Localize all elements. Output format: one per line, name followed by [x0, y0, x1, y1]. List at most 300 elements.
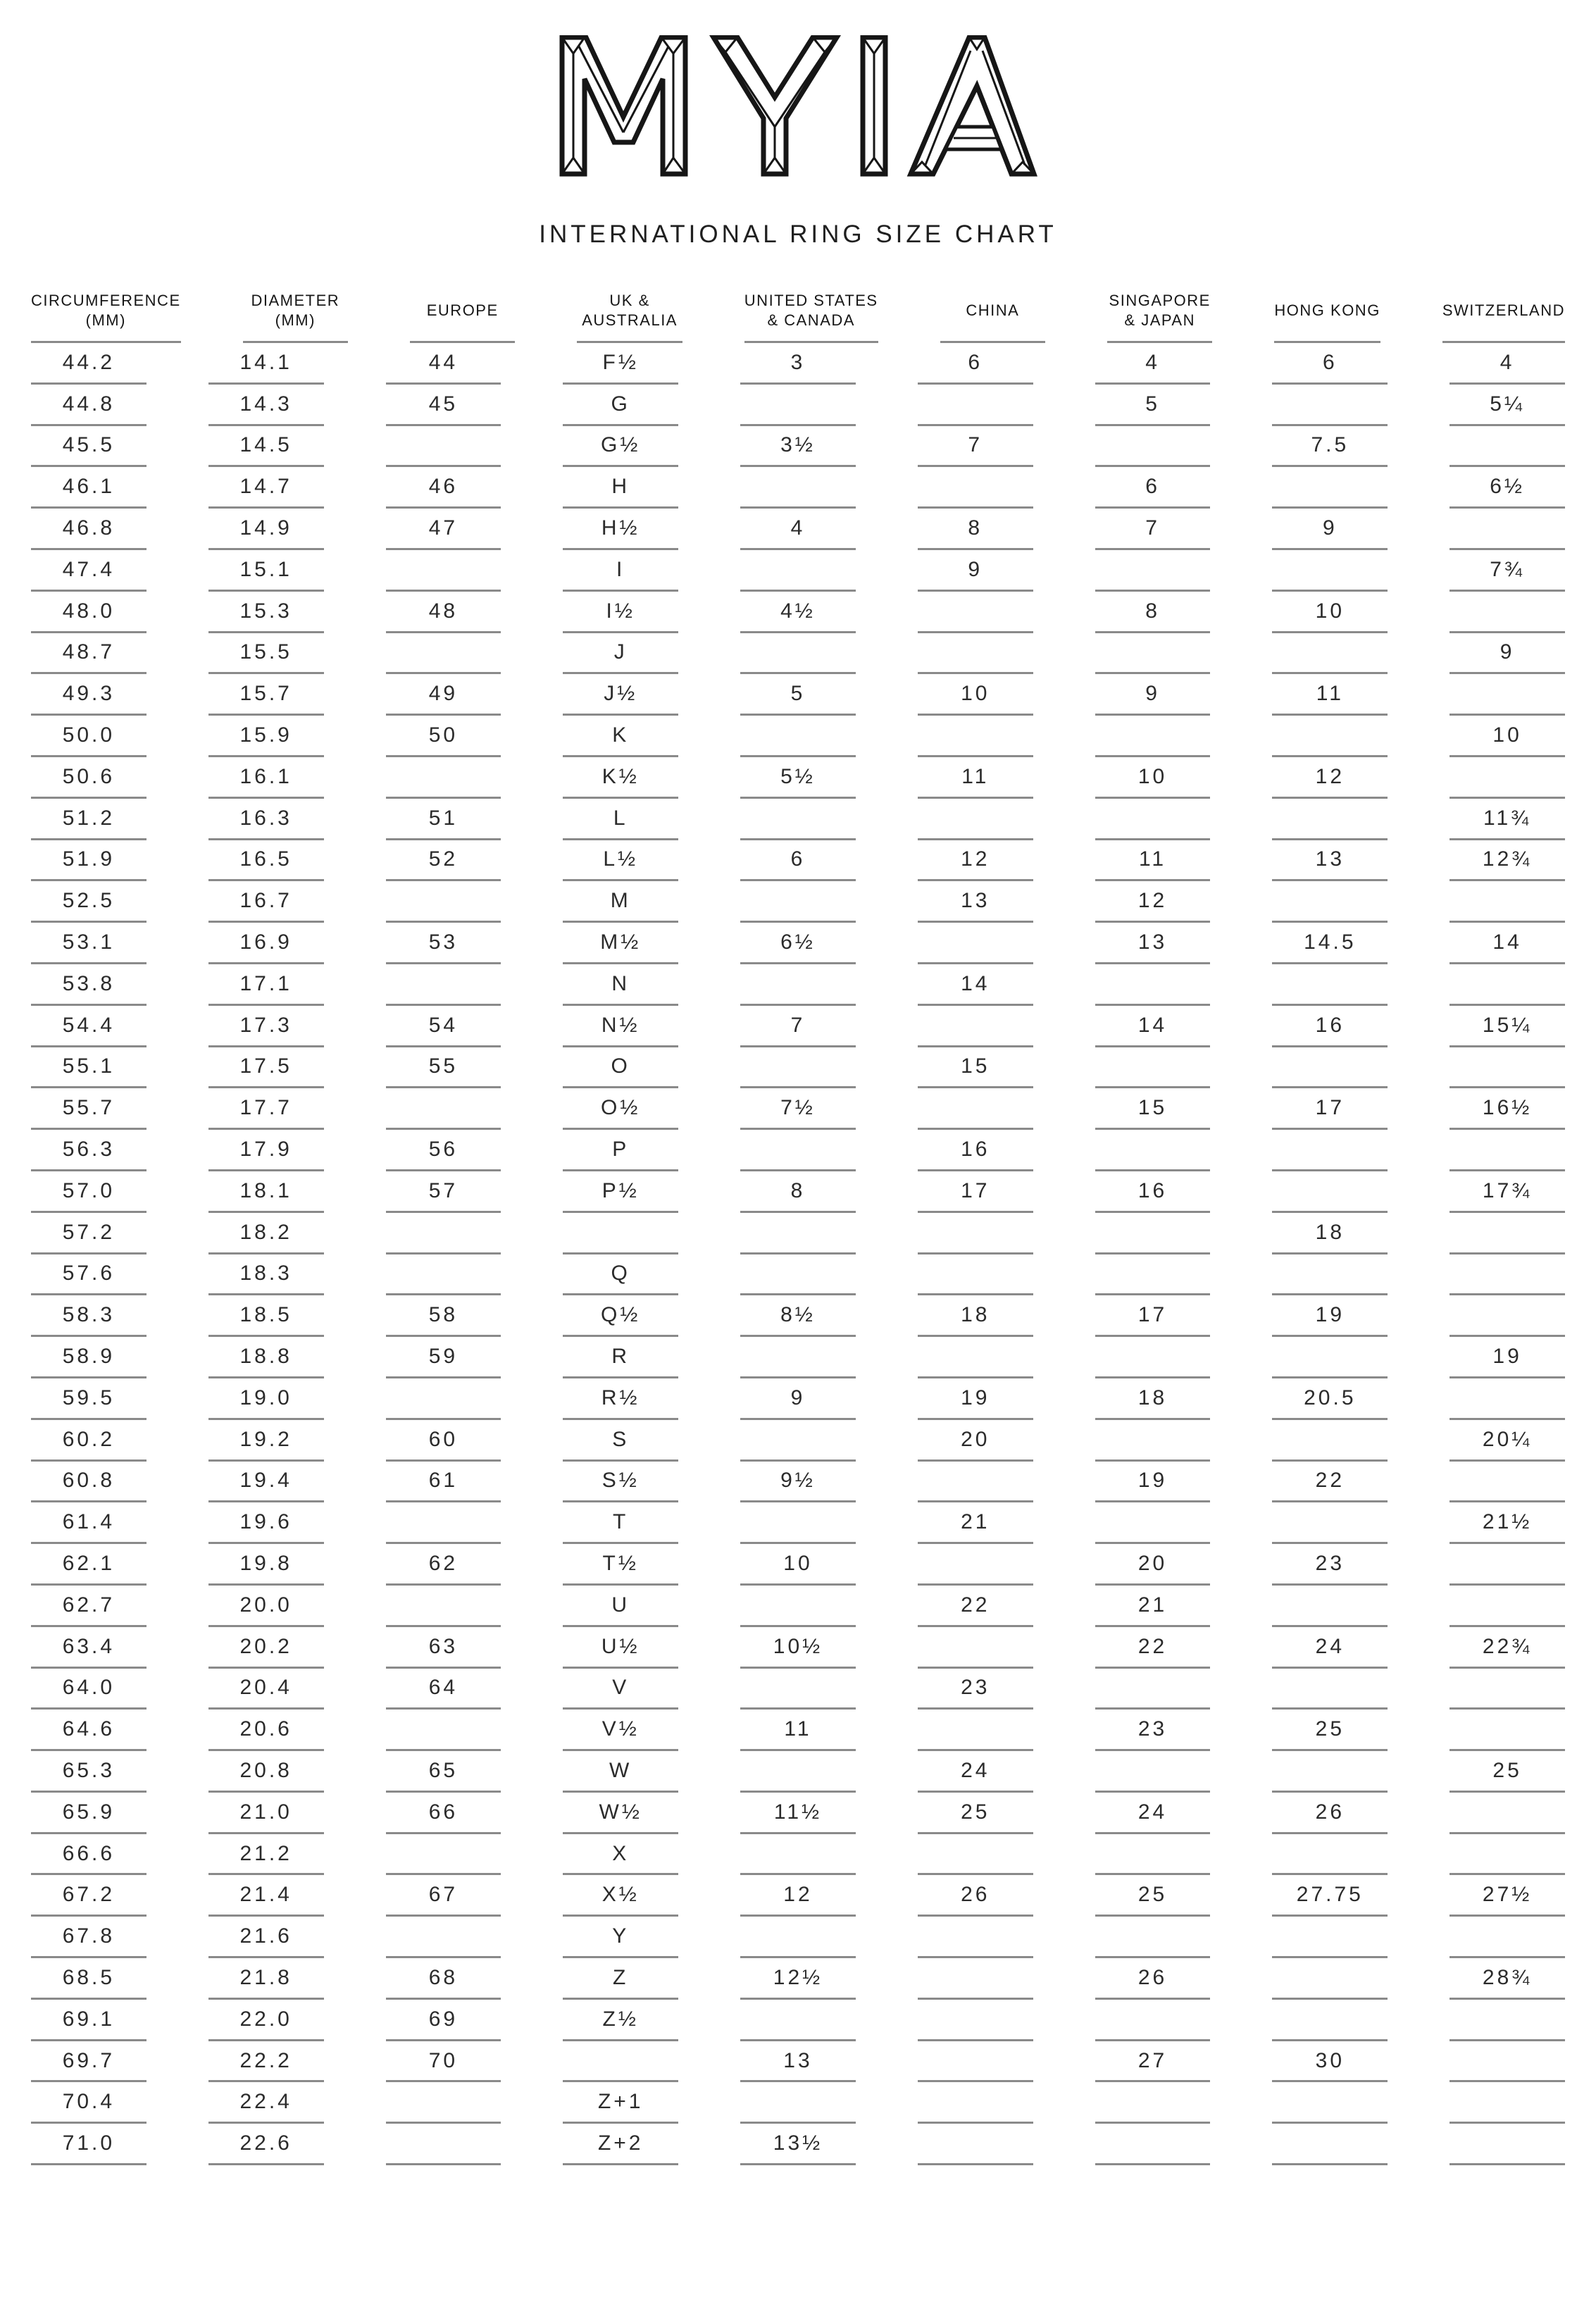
- table-cell: T: [563, 1502, 678, 1544]
- table-cell: 7: [740, 1006, 856, 1047]
- table-cell: 52.5: [31, 881, 146, 923]
- table-cell: [1272, 550, 1388, 592]
- table-cell: Z+1: [563, 2082, 678, 2124]
- table-cell: [740, 1917, 856, 1958]
- table-cell: 69.1: [31, 2000, 146, 2041]
- table-cell: [740, 1502, 856, 1544]
- table-cell: 15.5: [208, 633, 324, 675]
- table-cell: [918, 1462, 1033, 1503]
- table-row: [0, 1006, 1596, 1047]
- table-cell: 26: [1272, 1793, 1388, 1834]
- table-row: [0, 799, 1596, 840]
- table-cell: 13: [740, 2041, 856, 2083]
- table-cell: 16.9: [208, 923, 324, 964]
- table-cell: [1450, 2124, 1565, 2165]
- table-cell: [1095, 1502, 1211, 1544]
- table-cell: H½: [563, 509, 678, 550]
- table-cell: 59.5: [31, 1378, 146, 1420]
- table-row: [0, 1917, 1596, 1958]
- logo-letter-y: [713, 37, 837, 174]
- table-cell: 21.2: [208, 1834, 324, 1876]
- table-cell: 66.6: [31, 1834, 146, 1876]
- table-cell: [386, 633, 501, 675]
- table-cell: 19: [918, 1378, 1033, 1420]
- table-cell: 25: [1095, 1875, 1211, 1917]
- table-cell: [1095, 550, 1211, 592]
- table-cell: 15¼: [1450, 1006, 1565, 1047]
- table-cell: [1272, 1586, 1388, 1627]
- table-body: [0, 343, 1596, 2165]
- table-cell: 22.0: [208, 2000, 324, 2041]
- table-cell: 45.5: [31, 426, 146, 468]
- table-cell: [1450, 1586, 1565, 1627]
- table-cell: [1272, 1254, 1388, 1296]
- table-cell: [918, 1254, 1033, 1296]
- table-cell: [386, 1917, 501, 1958]
- table-cell: V: [563, 1669, 678, 1710]
- table-cell: [740, 1420, 856, 1462]
- table-cell: 17.9: [208, 1130, 324, 1171]
- table-cell: [1272, 1917, 1388, 1958]
- table-row: [0, 550, 1596, 592]
- table-cell: 25: [1450, 1751, 1565, 1793]
- table-row: [0, 757, 1596, 799]
- table-row: [0, 1793, 1596, 1834]
- table-cell: [1095, 1254, 1211, 1296]
- table-cell: [1095, 2000, 1211, 2041]
- table-cell: 20¼: [1450, 1420, 1565, 1462]
- table-cell: 25: [918, 1793, 1033, 1834]
- table-cell: X: [563, 1834, 678, 1876]
- table-cell: 5¼: [1450, 385, 1565, 426]
- table-cell: [740, 716, 856, 757]
- table-cell: 47.4: [31, 550, 146, 592]
- table-cell: [918, 1544, 1033, 1586]
- table-row: [0, 385, 1596, 426]
- table-row: [0, 1254, 1596, 1296]
- table-cell: K½: [563, 757, 678, 799]
- table-cell: 17.5: [208, 1047, 324, 1089]
- table-cell: P: [563, 1130, 678, 1171]
- table-cell: 49: [386, 674, 501, 716]
- table-cell: [740, 1213, 856, 1254]
- table-cell: [740, 2082, 856, 2124]
- table-cell: 45: [386, 385, 501, 426]
- logo-letter-a: [911, 37, 1034, 174]
- table-cell: 13: [918, 881, 1033, 923]
- table-cell: 49.3: [31, 674, 146, 716]
- table-cell: [1450, 1462, 1565, 1503]
- table-cell: 5½: [740, 757, 856, 799]
- table-cell: [918, 1337, 1033, 1378]
- table-cell: 20: [918, 1420, 1033, 1462]
- table-row: [0, 467, 1596, 509]
- table-cell: 8: [1095, 592, 1211, 633]
- table-cell: 7.5: [1272, 426, 1388, 468]
- table-cell: [918, 2082, 1033, 2124]
- table-cell: [918, 1834, 1033, 1876]
- table-row: [0, 1710, 1596, 1751]
- table-cell: [386, 1254, 501, 1296]
- table-cell: [1450, 2041, 1565, 2083]
- table-cell: T½: [563, 1544, 678, 1586]
- table-cell: O½: [563, 1088, 678, 1130]
- table-cell: 14.1: [208, 343, 324, 385]
- logo-area: [0, 35, 1596, 181]
- table-cell: 62: [386, 1544, 501, 1586]
- table-cell: [740, 2000, 856, 2041]
- table-cell: [386, 2082, 501, 2124]
- table-cell: [386, 1586, 501, 1627]
- table-row: [0, 1751, 1596, 1793]
- table-cell: V½: [563, 1710, 678, 1751]
- table-cell: 12: [918, 840, 1033, 882]
- table-cell: 20.2: [208, 1627, 324, 1669]
- table-cell: 44.8: [31, 385, 146, 426]
- table-cell: 9: [1095, 674, 1211, 716]
- table-cell: R: [563, 1337, 678, 1378]
- table-cell: 50.6: [31, 757, 146, 799]
- table-cell: 6½: [1450, 467, 1565, 509]
- table-cell: 66: [386, 1793, 501, 1834]
- table-cell: 10: [1272, 592, 1388, 633]
- table-cell: 46.1: [31, 467, 146, 509]
- table-cell: [1095, 1834, 1211, 1876]
- table-cell: 17: [918, 1171, 1033, 1213]
- table-cell: [918, 1710, 1033, 1751]
- table-cell: 22.2: [208, 2041, 324, 2083]
- table-cell: 15.7: [208, 674, 324, 716]
- table-cell: 59: [386, 1337, 501, 1378]
- table-row: [0, 1337, 1596, 1378]
- table-cell: 11: [1272, 674, 1388, 716]
- table-cell: [1272, 2000, 1388, 2041]
- table-row: [0, 2000, 1596, 2041]
- table-row: [0, 1875, 1596, 1917]
- table-cell: 7: [918, 426, 1033, 468]
- table-row: [0, 426, 1596, 468]
- table-cell: [1450, 426, 1565, 468]
- table-cell: 48: [386, 592, 501, 633]
- table-cell: [740, 1254, 856, 1296]
- table-cell: [1095, 1917, 1211, 1958]
- table-row: [0, 1047, 1596, 1089]
- table-cell: [386, 550, 501, 592]
- table-cell: 14.7: [208, 467, 324, 509]
- table-cell: Y: [563, 1917, 678, 1958]
- table-cell: [1095, 1130, 1211, 1171]
- table-cell: 20: [1095, 1544, 1211, 1586]
- table-cell: 21.6: [208, 1917, 324, 1958]
- table-cell: 67: [386, 1875, 501, 1917]
- table-cell: [563, 1213, 678, 1254]
- table-cell: 22: [918, 1586, 1033, 1627]
- table-cell: 19: [1450, 1337, 1565, 1378]
- chart-title: INTERNATIONAL RING SIZE CHART: [539, 220, 1057, 248]
- table-cell: 21.8: [208, 1958, 324, 2000]
- table-cell: 65.3: [31, 1751, 146, 1793]
- table-cell: [918, 633, 1033, 675]
- table-cell: 60: [386, 1420, 501, 1462]
- table-row: [0, 716, 1596, 757]
- table-cell: 60.2: [31, 1420, 146, 1462]
- table-cell: 7: [1095, 509, 1211, 550]
- table-cell: F½: [563, 343, 678, 385]
- table-cell: [740, 799, 856, 840]
- table-row: [0, 1669, 1596, 1710]
- table-cell: [1272, 716, 1388, 757]
- table-cell: 12: [740, 1875, 856, 1917]
- table-cell: 53.8: [31, 964, 146, 1006]
- table-cell: [1450, 1130, 1565, 1171]
- table-cell: 18.8: [208, 1337, 324, 1378]
- table-cell: 64.6: [31, 1710, 146, 1751]
- table-cell: [1450, 1917, 1565, 1958]
- table-cell: 20.5: [1272, 1378, 1388, 1420]
- table-cell: 21.0: [208, 1793, 324, 1834]
- table-row: [0, 2041, 1596, 2083]
- table-cell: 9: [740, 1378, 856, 1420]
- table-cell: 26: [918, 1875, 1033, 1917]
- table-cell: 21½: [1450, 1502, 1565, 1544]
- table-row: [0, 2124, 1596, 2165]
- table-cell: 3½: [740, 426, 856, 468]
- table-cell: Z+2: [563, 2124, 678, 2165]
- table-cell: 14: [1095, 1006, 1211, 1047]
- table-cell: G½: [563, 426, 678, 468]
- table-cell: [740, 1586, 856, 1627]
- table-cell: [1450, 1834, 1565, 1876]
- table-cell: [918, 467, 1033, 509]
- table-cell: [386, 2124, 501, 2165]
- table-cell: 19.8: [208, 1544, 324, 1586]
- table-cell: [1095, 1420, 1211, 1462]
- table-cell: [386, 1834, 501, 1876]
- myia-logo: [555, 35, 1041, 178]
- table-cell: O: [563, 1047, 678, 1089]
- table-cell: [918, 1958, 1033, 2000]
- table-cell: [386, 1502, 501, 1544]
- table-cell: 69.7: [31, 2041, 146, 2083]
- table-cell: 21: [918, 1502, 1033, 1544]
- table-cell: [1095, 964, 1211, 1006]
- table-cell: Q½: [563, 1295, 678, 1337]
- table-cell: [1095, 1669, 1211, 1710]
- table-cell: 23: [1272, 1544, 1388, 1586]
- table-row: [0, 1462, 1596, 1503]
- table-cell: 44.2: [31, 343, 146, 385]
- table-cell: [1450, 592, 1565, 633]
- table-cell: 19.2: [208, 1420, 324, 1462]
- table-cell: 6: [1095, 467, 1211, 509]
- table-cell: [740, 964, 856, 1006]
- table-cell: 10: [1095, 757, 1211, 799]
- table-cell: 14.5: [1272, 923, 1388, 964]
- table-cell: [918, 799, 1033, 840]
- table-row: [0, 592, 1596, 633]
- logo-letter-i: [863, 37, 885, 174]
- table-cell: [1272, 1047, 1388, 1089]
- table-cell: 16.3: [208, 799, 324, 840]
- table-cell: 30: [1272, 2041, 1388, 2083]
- table-cell: R½: [563, 1378, 678, 1420]
- table-cell: K: [563, 716, 678, 757]
- table-cell: [1450, 881, 1565, 923]
- table-cell: 12: [1095, 881, 1211, 923]
- table-cell: 13½: [740, 2124, 856, 2165]
- table-cell: 20.6: [208, 1710, 324, 1751]
- table-cell: 4: [1450, 343, 1565, 385]
- table-cell: 15: [1095, 1088, 1211, 1130]
- table-cell: 16: [1095, 1171, 1211, 1213]
- table-cell: I: [563, 550, 678, 592]
- table-cell: J: [563, 633, 678, 675]
- table-cell: [1272, 1669, 1388, 1710]
- table-cell: 14.5: [208, 426, 324, 468]
- column-header: HONG KONG: [1274, 280, 1380, 343]
- table-cell: S½: [563, 1462, 678, 1503]
- table-row: [0, 1130, 1596, 1171]
- column-header: CIRCUMFERENCE (MM): [31, 280, 181, 343]
- table-cell: 17.1: [208, 964, 324, 1006]
- table-row: [0, 881, 1596, 923]
- table-cell: [1272, 467, 1388, 509]
- table-cell: [740, 1130, 856, 1171]
- table-cell: [1095, 1047, 1211, 1089]
- table-cell: 24: [1095, 1793, 1211, 1834]
- table-cell: 22.6: [208, 2124, 324, 2165]
- table-cell: 12¾: [1450, 840, 1565, 882]
- table-row: [0, 2082, 1596, 2124]
- table-row: [0, 1171, 1596, 1213]
- table-cell: 65: [386, 1751, 501, 1793]
- table-cell: 20.8: [208, 1751, 324, 1793]
- table-cell: 11: [918, 757, 1033, 799]
- table-row: [0, 1295, 1596, 1337]
- table-cell: 20.0: [208, 1586, 324, 1627]
- table-cell: 16½: [1450, 1088, 1565, 1130]
- table-cell: 8: [918, 509, 1033, 550]
- table-cell: 19.0: [208, 1378, 324, 1420]
- table-cell: [1272, 1420, 1388, 1462]
- table-cell: 11: [740, 1710, 856, 1751]
- table-cell: 4: [740, 509, 856, 550]
- table-cell: I½: [563, 592, 678, 633]
- table-row: [0, 343, 1596, 385]
- table-cell: M: [563, 881, 678, 923]
- table-cell: 62.7: [31, 1586, 146, 1627]
- table-cell: 54: [386, 1006, 501, 1047]
- table-cell: [1450, 1047, 1565, 1089]
- table-row: [0, 964, 1596, 1006]
- table-cell: 21.4: [208, 1875, 324, 1917]
- table-cell: 71.0: [31, 2124, 146, 2165]
- table-cell: [1450, 2082, 1565, 2124]
- table-cell: N: [563, 964, 678, 1006]
- table-cell: 55.1: [31, 1047, 146, 1089]
- column-header: UK & AUSTRALIA: [577, 280, 682, 343]
- table-row: [0, 1627, 1596, 1669]
- table-cell: [1450, 964, 1565, 1006]
- table-cell: 56.3: [31, 1130, 146, 1171]
- table-cell: 64: [386, 1669, 501, 1710]
- table-cell: 67.2: [31, 1875, 146, 1917]
- table-cell: [918, 1006, 1033, 1047]
- table-cell: [740, 881, 856, 923]
- table-cell: [1450, 1793, 1565, 1834]
- table-cell: [1272, 1751, 1388, 1793]
- table-cell: [740, 550, 856, 592]
- table-cell: 69: [386, 2000, 501, 2041]
- table-row: [0, 840, 1596, 882]
- table-cell: 22: [1095, 1627, 1211, 1669]
- table-cell: 62.1: [31, 1544, 146, 1586]
- column-header: DIAMETER (MM): [243, 280, 348, 343]
- table-cell: [1095, 716, 1211, 757]
- table-cell: 27: [1095, 2041, 1211, 2083]
- table-cell: [1450, 757, 1565, 799]
- table-cell: [1095, 2082, 1211, 2124]
- table-row: [0, 1958, 1596, 2000]
- table-cell: 67.8: [31, 1917, 146, 1958]
- table-cell: 11: [1095, 840, 1211, 882]
- table-cell: 58.3: [31, 1295, 146, 1337]
- table-cell: G: [563, 385, 678, 426]
- table-cell: 13: [1095, 923, 1211, 964]
- table-cell: J½: [563, 674, 678, 716]
- table-cell: 18.1: [208, 1171, 324, 1213]
- table-cell: 16.7: [208, 881, 324, 923]
- table-cell: [740, 1337, 856, 1378]
- table-cell: [918, 1088, 1033, 1130]
- table-cell: 51.9: [31, 840, 146, 882]
- table-cell: [740, 1047, 856, 1089]
- table-cell: [1272, 1171, 1388, 1213]
- table-cell: [386, 1710, 501, 1751]
- table-cell: X½: [563, 1875, 678, 1917]
- table-cell: 51: [386, 799, 501, 840]
- table-cell: 27½: [1450, 1875, 1565, 1917]
- table-cell: 5: [740, 674, 856, 716]
- column-header: CHINA: [940, 280, 1045, 343]
- table-cell: 13: [1272, 840, 1388, 882]
- table-cell: [740, 1834, 856, 1876]
- table-cell: 16.5: [208, 840, 324, 882]
- table-cell: 24: [1272, 1627, 1388, 1669]
- table-cell: N½: [563, 1006, 678, 1047]
- table-cell: 65.9: [31, 1793, 146, 1834]
- table-cell: 55.7: [31, 1088, 146, 1130]
- table-cell: [386, 881, 501, 923]
- table-cell: [1450, 1295, 1565, 1337]
- table-row: [0, 1834, 1596, 1876]
- table-cell: 6: [1272, 343, 1388, 385]
- table-cell: 58.9: [31, 1337, 146, 1378]
- table-cell: 70: [386, 2041, 501, 2083]
- table-cell: [1272, 2124, 1388, 2165]
- table-cell: [1450, 2000, 1565, 2041]
- table-cell: [1272, 2082, 1388, 2124]
- table-cell: W: [563, 1751, 678, 1793]
- table-cell: 63.4: [31, 1627, 146, 1669]
- column-header: SWITZERLAND: [1442, 280, 1565, 343]
- table-row: [0, 1420, 1596, 1462]
- table-cell: 58: [386, 1295, 501, 1337]
- table-cell: 17¾: [1450, 1171, 1565, 1213]
- table-cell: H: [563, 467, 678, 509]
- table-cell: [1095, 1751, 1211, 1793]
- table-cell: 68: [386, 1958, 501, 2000]
